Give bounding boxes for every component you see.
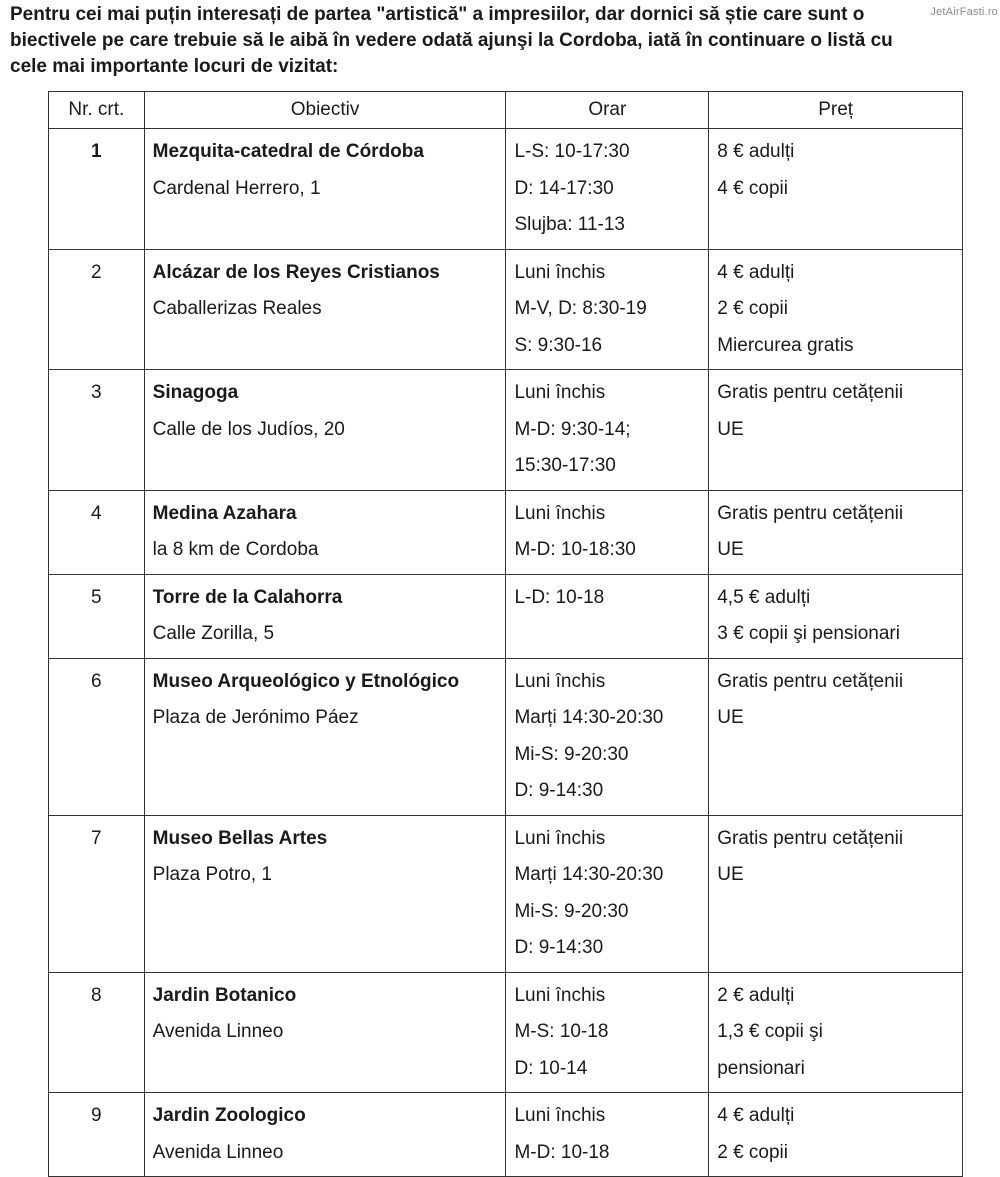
table-row [49,658,963,815]
price-line: 3 € copii şi pensionari [717,623,900,644]
schedule-cell [506,815,709,972]
price-line: 4 € adulți [717,261,795,283]
sights-table [48,91,963,1177]
table-header-row [49,92,963,129]
schedule-cell [506,574,709,658]
schedule-line: M-D: 10-18:30 [514,539,636,560]
objective-cell [144,490,506,574]
objective-address: Calle Zorilla, 5 [152,623,275,644]
price-line: 4,5 € adulți [717,586,811,608]
price-line: Miercurea gratis [717,334,854,356]
objective-name: Sinagoga [152,382,239,403]
row-number: 8 [91,984,102,1006]
objective-address: Avenida Linneo [152,1021,284,1042]
table-row [49,972,963,1093]
table-row [49,249,963,370]
schedule-line: L-D: 10-18 [514,586,605,608]
header-nr: Nr. crt. [49,92,145,129]
schedule-cell [506,658,709,815]
price-line: 2 € adulți [717,984,795,1006]
intro-line: cele mai importante locuri de vizitat: [10,56,339,77]
price-line: 1,3 € copii şi [717,1021,823,1042]
intro-paragraph [10,2,995,80]
schedule-line: Luni închis [514,670,606,692]
objective-name: Jardin Zoologico [152,1105,306,1126]
objective-name: Museo Arqueológico y Etnológico [152,670,460,692]
price-cell [709,574,963,658]
objective-name: Alcázar de los Reyes Cristianos [152,261,440,283]
schedule-line: L-S: 10-17:30 [514,141,630,162]
objective-address: Cardenal Herrero, 1 [152,177,321,199]
row-number-cell [49,249,145,370]
objective-address: Avenida Linneo [152,1141,284,1163]
table-body [49,129,963,1177]
schedule-line: Slujba: 11-13 [514,214,625,235]
schedule-cell [506,129,709,250]
price-cell [709,815,963,972]
schedule-cell [506,1093,709,1177]
schedule-line: 15:30-17:30 [514,455,616,476]
schedule-line: M-V, D: 8:30-19 [514,298,647,319]
schedule-line: Luni închis [514,261,606,283]
price-line: 4 € copii [717,177,789,199]
row-number: 4 [91,502,102,524]
row-number: 6 [91,670,102,692]
schedule-line: Luni închis [514,382,606,403]
price-line: Gratis pentru cetățenii [717,827,904,849]
price-cell [709,1093,963,1177]
objective-name: Museo Bellas Artes [152,827,328,849]
schedule-line: Luni închis [514,984,606,1006]
row-number-cell [49,658,145,815]
schedule-line: M-D: 9:30-14; [514,418,631,440]
schedule-line: S: 9:30-16 [514,334,603,356]
schedule-line: Luni închis [514,827,606,849]
price-line: Gratis pentru cetățenii [717,502,904,524]
price-line: 8 € adulți [717,141,795,162]
schedule-cell [506,972,709,1093]
schedule-line: D: 10-14 [514,1057,588,1079]
schedule-cell [506,370,709,491]
row-number-cell [49,972,145,1093]
price-cell [709,972,963,1093]
row-number: 7 [91,827,102,849]
objective-cell [144,972,506,1093]
schedule-line: Luni închis [514,1105,606,1126]
row-number: 2 [91,261,102,283]
schedule-line: M-D: 10-18 [514,1141,610,1163]
schedule-line: Marți 14:30-20:30 [514,864,664,885]
row-number-cell [49,815,145,972]
objective-cell [144,129,506,250]
price-cell [709,249,963,370]
row-number-cell [49,370,145,491]
objective-cell [144,574,506,658]
schedule-line: Marți 14:30-20:30 [514,707,664,728]
table-row [49,490,963,574]
row-number: 9 [91,1105,102,1126]
objective-name: Mezquita-catedral de Córdoba [152,141,424,162]
price-line: UE [717,539,744,560]
schedule-line: Luni închis [514,502,606,524]
objective-cell [144,658,506,815]
schedule-cell [506,249,709,370]
objective-cell [144,815,506,972]
header-obiectiv: Obiectiv [144,92,506,129]
schedule-line: D: 9-14:30 [514,780,604,801]
objective-name: Jardin Botanico [152,984,297,1006]
objective-name: Torre de la Calahorra [152,586,343,608]
row-number: 1 [91,141,102,162]
objective-address: Plaza Potro, 1 [152,864,272,885]
price-line: Gratis pentru cetățenii [717,670,904,692]
objective-address: Plaza de Jerónimo Páez [152,707,359,728]
objective-cell [144,249,506,370]
price-line: 2 € copii [717,1141,789,1163]
intro-line: biectivele pe care trebuie să le aibă în vedere odată ajunşi la Cordoba, iată în continuare o listă cu [10,30,893,51]
table-row [49,574,963,658]
objective-cell [144,1093,506,1177]
price-line: UE [717,418,744,440]
price-line: 2 € copii [717,298,789,319]
row-number-cell [49,129,145,250]
table-row [49,370,963,491]
schedule-line: D: 14-17:30 [514,177,614,199]
price-line: UE [717,864,744,885]
schedule-line: D: 9-14:30 [514,937,604,958]
price-cell [709,370,963,491]
price-cell [709,490,963,574]
row-number: 3 [91,382,102,403]
objective-name: Medina Azahara [152,502,297,524]
row-number: 5 [91,586,102,608]
price-cell [709,129,963,250]
objective-address: Caballerizas Reales [152,298,322,319]
row-number-cell [49,574,145,658]
objective-address: la 8 km de Cordoba [152,539,319,560]
header-pret: Preț [709,92,963,129]
objective-cell [144,370,506,491]
price-line: 4 € adulți [717,1105,795,1126]
table-row [49,815,963,972]
price-line: Gratis pentru cetățenii [717,382,904,403]
price-cell [709,658,963,815]
schedule-line: M-S: 10-18 [514,1021,609,1042]
price-line: UE [717,707,744,728]
table-row [49,129,963,250]
intro-line: Pentru cei mai puțin interesați de partea "artistică" a impresiilor, dar dornici să știe care sunt o [10,4,865,25]
schedule-cell [506,490,709,574]
header-orar: Orar [506,92,709,129]
watermark: JetAirFasti.ro [930,6,998,18]
schedule-line: Mi-S: 9-20:30 [514,743,629,765]
schedule-line: Mi-S: 9-20:30 [514,900,629,922]
table-row [49,1093,963,1177]
price-line: pensionari [717,1057,805,1079]
row-number-cell [49,490,145,574]
objective-address: Calle de los Judíos, 20 [152,418,345,440]
row-number-cell [49,1093,145,1177]
